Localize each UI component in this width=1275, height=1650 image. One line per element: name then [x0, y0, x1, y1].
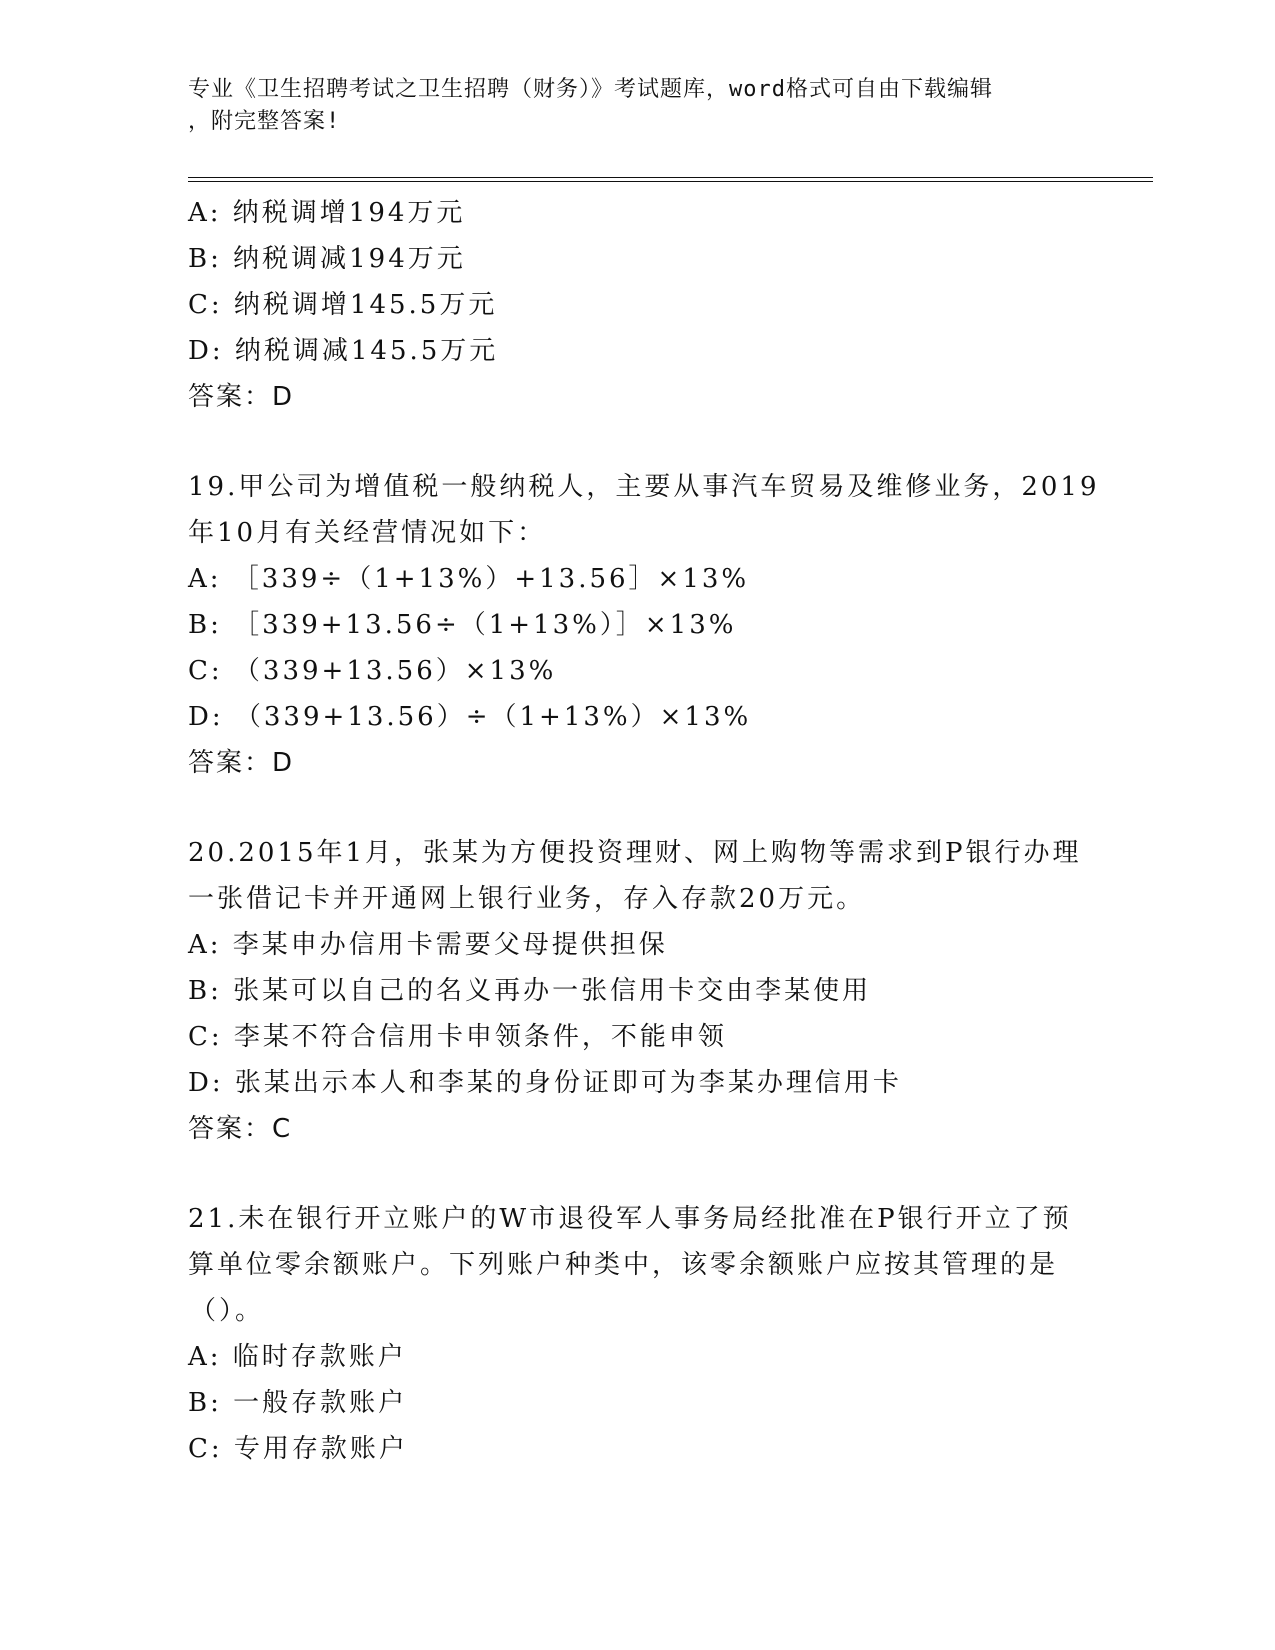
- answer-label: 答案：D: [188, 382, 295, 412]
- answer-label: 答案：C: [188, 1114, 293, 1144]
- question-stem-line: 19.甲公司为增值税一般纳税人，主要从事汽车贸易及维修业务，2019: [188, 472, 1100, 502]
- question-20: [188, 830, 1088, 1152]
- question-stem-line: 算单位零余额账户。下列账户种类中，该零余额账户应按其管理的是: [188, 1250, 1059, 1280]
- option-b: B: 一般存款账户: [188, 1388, 408, 1418]
- option-c: C: 李某不符合信用卡申领条件，不能申领: [188, 1022, 727, 1052]
- option-b: B: 张某可以自己的名义再办一张信用卡交由李某使用: [188, 976, 872, 1006]
- option-d: D: （339+13.56）÷（1+13%）×13%: [188, 702, 752, 732]
- header-line-1: 专业《卫生招聘考试之卫生招聘（财务）》考试题库，word格式可自由下载编辑: [188, 77, 993, 102]
- header-line-2: ，附完整答案!: [188, 109, 341, 134]
- option-c: C: 纳税调增145.5万元: [188, 290, 498, 320]
- option-b: B: 纳税调减194万元: [188, 244, 466, 274]
- option-d: D: 张某出示本人和李某的身份证即可为李某办理信用卡: [188, 1068, 902, 1098]
- option-a: A: ［339÷（1+13%）+13.56］×13%: [188, 564, 750, 594]
- question-stem-line: 21.未在银行开立账户的W市退役军人事务局经批准在P银行开立了预: [188, 1204, 1072, 1234]
- option-a: A: 李某申办信用卡需要父母提供担保: [188, 930, 668, 960]
- option-c: C: （339+13.56）×13%: [188, 656, 557, 686]
- document-header: [188, 74, 1068, 138]
- question-19: [188, 464, 1100, 786]
- option-c: C: 专用存款账户: [188, 1434, 408, 1464]
- question-stem-line: 20.2015年1月，张某为方便投资理财、网上购物等需求到P银行办理: [188, 838, 1082, 868]
- option-a: A: 纳税调增194万元: [188, 198, 466, 228]
- question-list: [188, 190, 1100, 1516]
- answer-label: 答案：D: [188, 748, 295, 778]
- divider-line-top: [188, 177, 1153, 178]
- question-stem-line: （）。: [190, 1296, 265, 1326]
- question-stem-line: 一张借记卡并开通网上银行业务，存入存款20万元。: [188, 884, 866, 914]
- header-divider: [188, 177, 1153, 182]
- question-stem-line: 年10月有关经营情况如下：: [188, 518, 547, 548]
- question-21: [188, 1196, 1088, 1472]
- option-a: A: 临时存款账户: [188, 1342, 407, 1372]
- option-d: D: 纳税调减145.5万元: [188, 336, 499, 366]
- option-b: B: ［339+13.56÷（1+13%）］×13%: [188, 610, 737, 640]
- question-18-continued: [188, 190, 1088, 420]
- divider-line-bottom: [188, 181, 1153, 182]
